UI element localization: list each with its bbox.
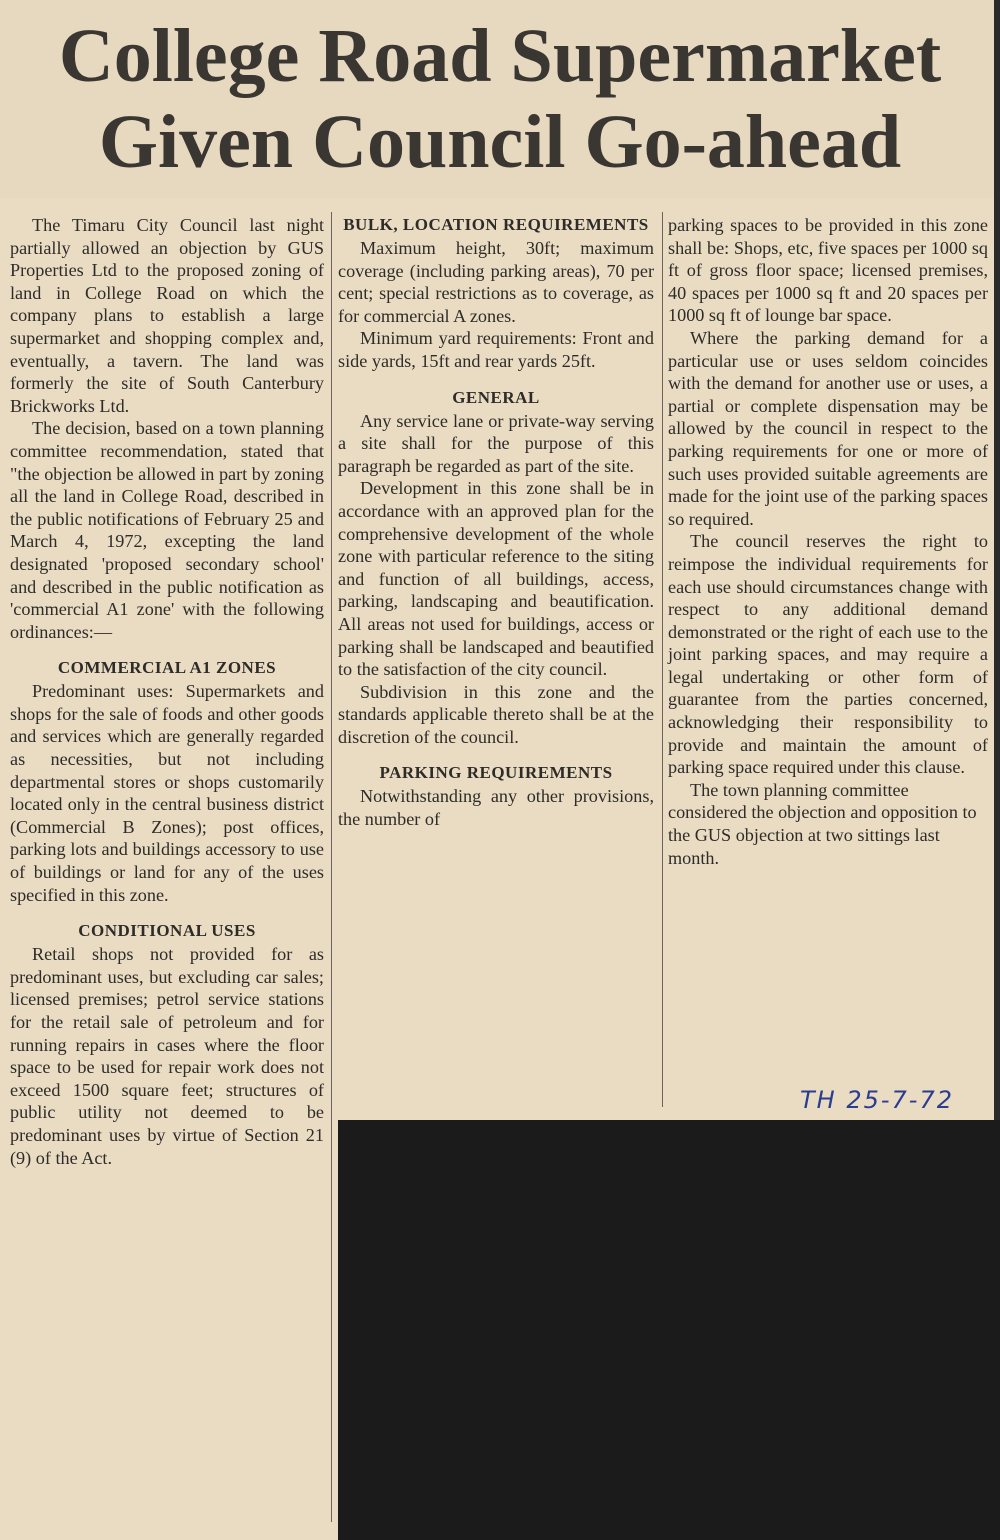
paragraph: Subdivision in this zone and the standards applicable thereto shall be at the discretion of the council. — [338, 681, 654, 747]
handwritten-date-annotation: TH 25-7-72 — [800, 1086, 955, 1114]
paragraph: Any service lane or private-way serving a site shall for the purpose of this paragraph be regarded as part of the site. — [338, 410, 654, 476]
paragraph: Maximum height, 30ft; maximum coverage (including parking areas), 70 per cent; special restrictions as to coverage, as for commercial A zones. — [338, 238, 654, 326]
column-1 — [10, 214, 324, 1169]
paragraph: Where the parking demand for a particular use or uses seldom coincides with the demand for another use or uses, a partial or complete dispensation may be allowed by the council in respect to the parking requirements for one or more of such uses provided suitable agreements are made for the joint use of the parking spaces so required. — [668, 327, 988, 529]
paragraph: The decision, based on a town planning committee recommendation, stated that "the objection be allowed in part by zoning all the land in College Road, described in the public notifications of February 25 and March 4, 1972, excepting the land designated 'proposed secondary school' and described in the public notification as 'commercial A1 zone' with the following ordinances:— — [10, 418, 325, 642]
section-heading: COMMERCIAL A1 ZONES — [57, 658, 277, 678]
headline-line-1: College Road Supermarket — [58, 14, 942, 98]
paragraph: The council reserves the right to reimpose the individual requirements for each use should circumstances change with respect to any additional demand demonstrated or the right of each use to the joint parking spaces, and may require a legal undertaking or other form of guarantee from the parties concerned, acknowledging their responsibility to provide and maintain the amount of parking space required under this clause. — [668, 531, 988, 778]
paragraph: Notwithstanding any other provisions, the number of — [338, 786, 654, 830]
paragraph: The town planning committee considered the objection and opposition to the GUS objection at two sittings last month. — [668, 779, 977, 868]
scan-background-edge — [994, 0, 1000, 1120]
scan-background — [338, 1120, 1000, 1540]
headline-line-2: Given Council Go-ahead — [98, 100, 902, 184]
paragraph: Retail shops not provided for as predominant uses, but excluding car sales; licensed premises; petrol service stations for the retail sale of petroleum and for running repairs in cases where the floor space to be used for repair work does not exceed 1500 square feet; structures of public utility not deemed to be predominant uses by virtue of Section 21 (9) of the Act. — [10, 944, 324, 1168]
paragraph: Predominant uses: Supermarkets and shops for the sale of foods and other goods and services which are generally regarded as necessities, but not including departmental stores or shops customarily located only in the central business district (Commercial B Zones); post offices, parking lots and buildings accessory to use of buildings or land for any of the uses specified in this zone. — [10, 681, 324, 905]
column-3 — [668, 214, 988, 869]
column-rule-2 — [662, 212, 663, 1107]
section-heading: BULK, LOCATION REQUIREMENTS — [343, 215, 649, 234]
paragraph: parking spaces to be provided in this zone shall be: Shops, etc, five spaces per 1000 sq ft of gross floor space; licensed premises, 40 spaces per 1000 sq ft and 20 spaces per 1000 sq ft of lounge bar space. — [668, 215, 988, 326]
section-heading: PARKING REQUIREMENTS — [379, 763, 613, 783]
section-heading: GENERAL — [452, 387, 540, 407]
paragraph: The Timaru City Council last night partially allowed an objection by GUS Properties Ltd to the proposed zoning of land in College Road on which the company plans to establish a large supermarket and shopping complex and, eventually, a tavern. The land was formerly the site of South Canterbury Brickworks Ltd. — [10, 215, 324, 416]
paragraph: Minimum yard requirements: Front and side yards, 15ft and rear yards 25ft. — [338, 328, 654, 371]
column-2 — [338, 214, 654, 831]
paragraph: Development in this zone shall be in accordance with an approved plan for the comprehensive development of the whole zone with particular reference to the siting and function of all buildings, access, parking, landscaping and beautification. All areas not used for buildings, access or parking shall be landscaped and beautified to the satisfaction of the city council. — [338, 478, 654, 680]
column-rule-1 — [331, 212, 332, 1522]
headline — [0, 0, 1000, 198]
section-heading: CONDITIONAL USES — [78, 921, 256, 941]
